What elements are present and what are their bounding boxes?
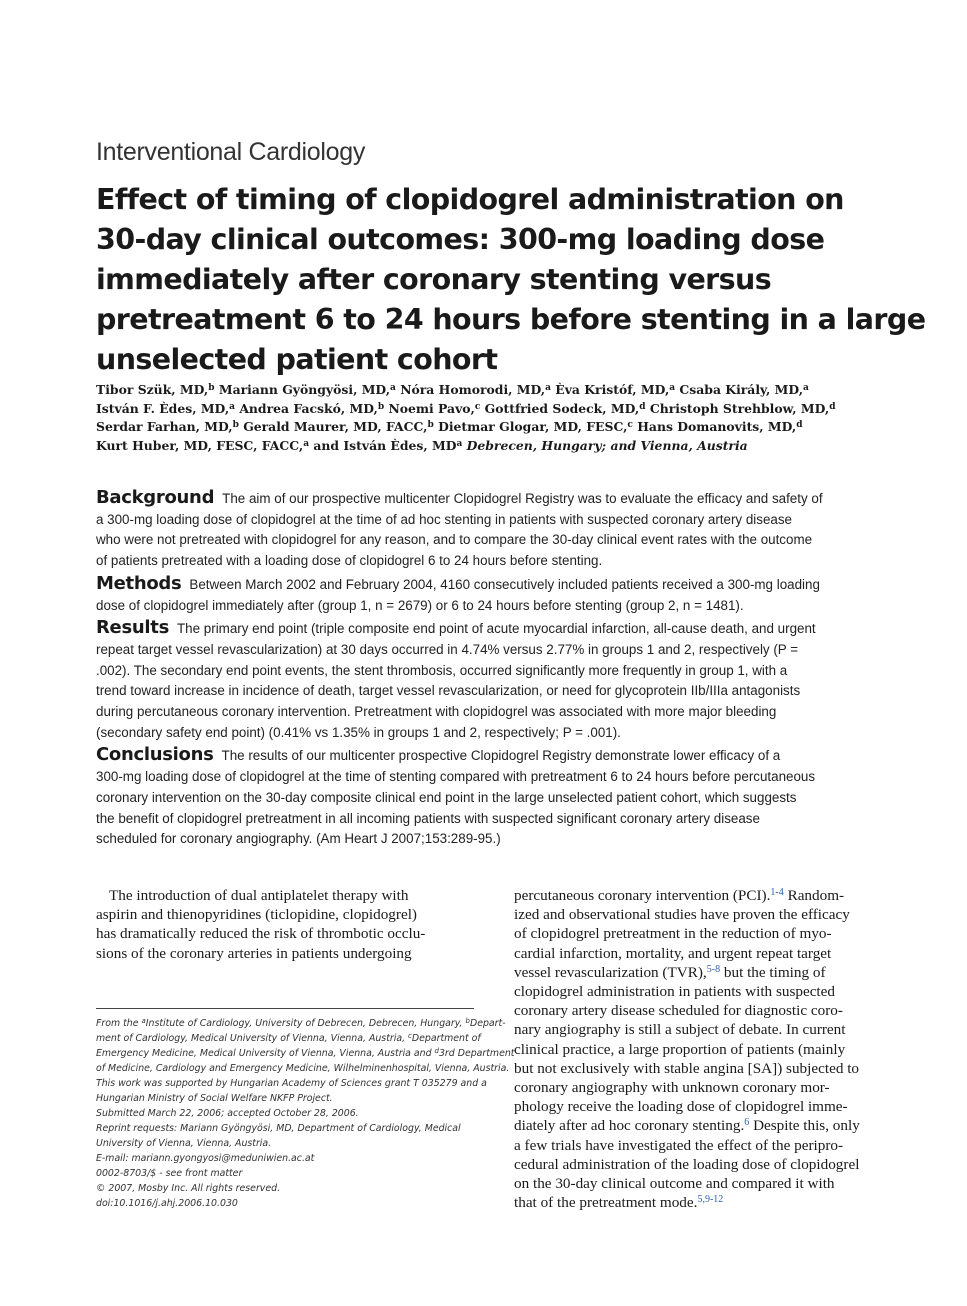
doi-link[interactable]: doi:10.1016/j.ahj.2006.10.030 — [96, 1198, 238, 1209]
abstract-heading: Results — [96, 617, 169, 639]
abstract-conclusions: Conclusions The results of our multicenter prospective Clopidogrel Registry demonstrate lower efficacy of a 300-mg loading dose of clopidogrel at the time of stenting compared with pretreatment 6 to 24 hours before percutaneous coronary intervention on the 30-day composite clinical end point in the large unselected patient cohort, which suggests the benefit of clopidogrel pretreatment in all incoming patients with suspected significant coronary artery disease scheduled for coronary angiography. (Am Heart J 2007;153:289-95.) — [96, 744, 816, 847]
citation-link[interactable]: 1-4 — [770, 887, 784, 898]
author-line: István F. Èdes, MD,$^a$ Andrea Facskó, MD,$^b$ Noemi Pavo,$^c$ Gottfried Sodeck, MD,$^d$ Christoph Strehblow, MD,$^d$ — [96, 400, 836, 416]
body-column-left: The introduction of dual antiplatelet therapy with aspirin and thienopyridines (ticlopidine, clopidogrel) has dramatically reduced the risk of thrombotic occlu- sions of the coronary arteries in patients undergoing — [96, 887, 426, 962]
citation-link[interactable]: 5,9-12 — [697, 1194, 724, 1206]
abstract — [96, 488, 894, 852]
title-line: unselected patient cohort — [96, 343, 498, 376]
title-line: 30-day clinical outcomes: 300-mg loading dose — [96, 223, 825, 256]
body-column-right: percutaneous coronary intervention (PCI).$^{1-4}$ Random- ized and observational studies have proven the efficacy of clopidogrel pretreatment in the reduction of myo- cardial infarction, mortality, and urgent repeat target vessel revascularization (TVR),$^{5-8}$ but the timing of clopidogrel administration in patients with suspected coronary artery disease scheduled for diagnostic coro- nary angiography is still a subject of debate. In current clinical practice, a large proportion of patients (mainly but not exclusively with stable angina [SA]) subjected to coronary angiography with unknown coronary mor- phology receive the loading dose of clopidogrel imme- diately after ad hoc coronary stenting.$^6$ Despite this, only a few trials have investigated the effect of the peripro- cedural administration of the loading dose of clopidogrel on the 30-day clinical outcome and compared it with that of the pretreatment mode.$^{5,9-12}$ — [514, 887, 860, 1212]
author-line: Serdar Farhan, MD,$^b$ Gerald Maurer, MD, FACC,$^b$ Dietmar Glogar, MD, FESC,$^c$ Hans Domanovits, MD,$^d$ — [96, 419, 803, 435]
abstract-heading: Background — [96, 487, 215, 508]
title-line: Effect of timing of clopidogrel administration on — [96, 183, 844, 216]
abstract-results: Results The primary end point (triple composite end point of acute myocardial infarction, all-cause death, and urgent repeat target vessel revascularization) at 30 days occurred in 4.74% versus 2.77% in groups 1 and 2, respectively (P = .002). The secondary end point events, the stent thrombosis, occurred significantly more frequently in group 1, with a trend toward increase in incidence of death, target vessel revascularization, or need for glycoprotein IIb/IIIa antagonists during percutaneous coronary intervention. Pretreatment with clopidogrel was associated with more major bleeding (secondary safety end point) (0.41% vs 1.35% in groups 1 and 2, respectively; P = .001). — [96, 617, 816, 740]
author-list — [96, 381, 896, 455]
section-label: Interventional Cardiology — [96, 138, 366, 166]
citation-link[interactable]: 5-8 — [706, 963, 721, 975]
title-line: pretreatment 6 to 24 hours before stenting in a large — [96, 303, 926, 336]
footnotes: From the $^a$Institute of Cardiology, University of Debrecen, Debrecen, Hungary, $^b$Depart- ment of Cardiology, Medical University of Vienna, Vienna, Austria, $^c$Department of Emergency Medicine, Medical University of Vienna, Vienna, Austria and $^d$3rd Department of Medicine, Cardiology and Emergency Medicine, Wilhelminenhospital, Vienna, Austria. This work was supported by Hungarian Academy of Sciences grant T 035279 and a Hungarian Ministry of Social Welfare NKFP Project. Submitted March 22, 2006; accepted October 28, 2006. Reprint requests: Mariann Gyöngyösi, MD, Department of Cardiology, Medical University of Vienna, Vienna, Austria. E-mail: mariann.gyongyosi@meduniwien.ac.at 0002-8703/$ - see front matter © 2007, Mosby Inc. All rights reserved. doi:10.1016/j.ahj.2006.10.030 — [96, 1017, 515, 1209]
author-line: Tibor Szük, MD,$^b$ Mariann Gyöngyösi, MD,$^a$ Nóra Homorodi, MD,$^a$ Èva Kristóf, MD,$^a$ Csaba Király, MD,$^a$ — [96, 382, 809, 397]
abstract-background: Background The aim of our prospective multicenter Clopidogrel Registry was to evaluate the efficacy and safety of a 300-mg loading dose of clopidogrel at the time of ad hoc stenting in patients with suspected coronary artery disease who were not pretreated with clopidogrel for any reason, and to compare the 30-day clinical event rates with the outcome of patients pretreated with a loading dose of clopidogrel 6 to 24 hours before stenting. — [96, 487, 823, 569]
abstract-heading: Conclusions — [96, 744, 214, 766]
footnote-divider — [96, 1008, 474, 1009]
abstract-heading: Methods — [96, 572, 182, 594]
author-line: Kurt Huber, MD, FESC, FACC,$^a$ and István Èdes, $MD^a$ Debrecen, Hungary; and Vienna, Austria — [96, 437, 748, 453]
article-title — [96, 180, 926, 380]
title-line: immediately after coronary stenting versus — [96, 263, 772, 296]
citation-link[interactable]: 6 — [744, 1117, 750, 1129]
author-affiliation-place: Debrecen, Hungary; and Vienna, Austria — [462, 437, 748, 453]
email-link[interactable]: E-mail: mariann.gyongyosi@meduniwien.ac.at — [96, 1153, 315, 1164]
abstract-methods: Methods Between March 2002 and February 2004, 4160 consecutively included patients received a 300-mg loading dose of clopidogrel immediately after (group 1, n = 2679) or 6 to 24 hours before stenting (group 2, n = 1481). — [96, 572, 820, 613]
